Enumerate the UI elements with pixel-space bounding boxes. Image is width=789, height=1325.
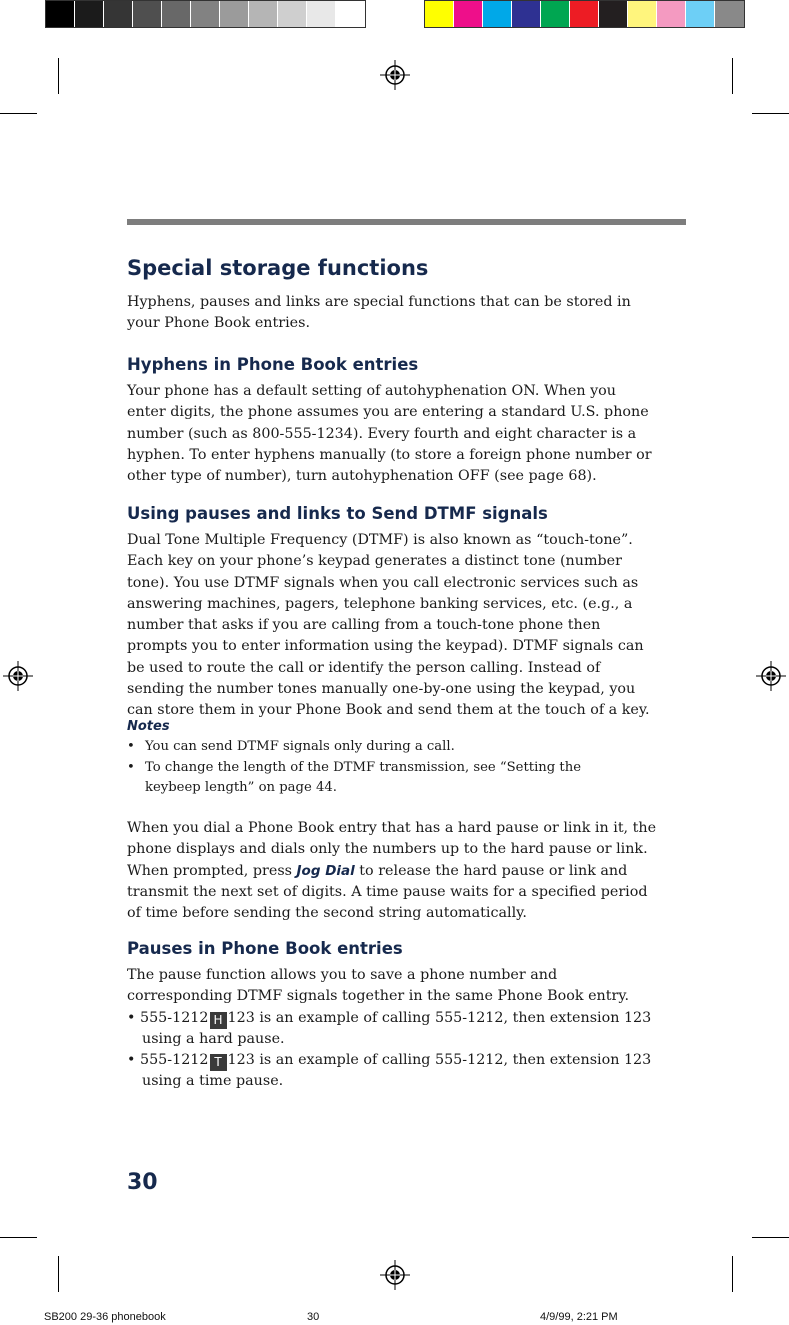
notes-list — [127, 737, 687, 799]
pauses-heading: Pauses in Phone Book entries — [127, 939, 403, 958]
paragraph-line: answering machines, pagers, telephone banking services, etc. (e.g., a — [127, 595, 633, 612]
intro-line: your Phone Book entries. — [127, 315, 311, 332]
color-swatch — [715, 1, 744, 27]
pauses-paragraph — [127, 965, 697, 1093]
paragraph-line: The pause function allows you to save a phone number and — [127, 967, 558, 983]
note-text-cont: keybeep length” on page 44. — [145, 780, 337, 795]
paragraph-line: Each key on your phone’s keypad generates a distinct tone (number — [127, 553, 622, 570]
paragraph-line: number (such as 800-555-1234). Every fourth and eight character is a — [127, 425, 637, 442]
paragraph-line: enter digits, the phone assumes you are entering a standard U.S. phone — [127, 404, 649, 421]
example-text: 123 is an example of calling 555-1212, then extension 123 — [227, 1052, 652, 1069]
gray-swatch — [104, 1, 133, 27]
dtmf-paragraph — [127, 530, 697, 722]
color-swatch — [599, 1, 628, 27]
gray-swatch — [191, 1, 220, 27]
color-swatch — [512, 1, 541, 27]
crop-mark-bottom-right-h — [752, 1237, 789, 1238]
crop-mark-top-right-v — [732, 58, 733, 94]
grayscale-strip — [45, 0, 366, 28]
crop-mark-top-left-h — [0, 113, 37, 114]
note-text: To change the length of the DTMF transmission, see “Setting the — [145, 759, 582, 775]
section-rule — [127, 219, 686, 225]
dtmf-heading: Using pauses and links to Send DTMF signals — [127, 504, 548, 523]
gray-swatch — [220, 1, 249, 27]
pause-example-item — [127, 1050, 697, 1071]
example-text-cont: using a time pause. — [142, 1073, 284, 1090]
paragraph-line: prompts you to enter information using the keypad). DTMF signals can — [127, 638, 644, 655]
crop-mark-bottom-right-v — [732, 1256, 733, 1292]
color-swatch — [483, 1, 512, 27]
footer-timestamp: 4/9/99, 2:21 PM — [540, 1311, 618, 1323]
example-text-cont: using a hard pause. — [142, 1030, 285, 1047]
text-fragment: When prompted, press — [127, 862, 297, 879]
intro-line: Hyphens, pauses and links are special functions that can be stored in — [127, 294, 631, 310]
bullet: • — [127, 1052, 136, 1069]
hardpause-paragraph — [127, 818, 697, 924]
gray-swatch — [336, 1, 365, 27]
paragraph-line: corresponding DTMF signals together in the same Phone Book entry. — [127, 988, 630, 1005]
crop-mark-bottom-left-h — [0, 1237, 37, 1238]
note-item — [127, 737, 687, 758]
paragraph-line: of time before sending the second string automatically. — [127, 905, 527, 922]
paragraph-line: be used to route the call or identify the person calling. Instead of — [127, 659, 601, 676]
color-swatch — [657, 1, 686, 27]
paragraph-line — [127, 861, 697, 882]
bullet: • — [127, 759, 135, 775]
footer-filename: SB200 29-36 phonebook — [44, 1311, 166, 1323]
example-text: 123 is an example of calling 555-1212, then extension 123 — [227, 1009, 652, 1026]
registration-mark-left-icon — [3, 661, 33, 691]
gray-swatch — [307, 1, 336, 27]
hyphens-heading: Hyphens in Phone Book entries — [127, 355, 419, 374]
paragraph-line: Dual Tone Multiple Frequency (DTMF) is also known as “touch-tone”. — [127, 532, 633, 548]
intro-paragraph — [127, 292, 697, 335]
paragraph-line: Your phone has a default setting of autohyphenation ON. When you — [127, 383, 616, 399]
page-number: 30 — [127, 1170, 158, 1195]
paragraph-line: tone). You use DTMF signals when you call electronic services such as — [127, 574, 639, 591]
gray-swatch — [162, 1, 191, 27]
paragraph-line: transmit the next set of digits. A time pause waits for a specified period — [127, 883, 648, 900]
gray-swatch — [249, 1, 278, 27]
footer-page: 30 — [307, 1311, 320, 1323]
note-text: You can send DTMF signals only during a call. — [145, 739, 455, 754]
time-pause-key-icon: T — [210, 1054, 227, 1071]
color-swatch — [541, 1, 570, 27]
text-fragment: to release the hard pause or link and — [354, 862, 628, 879]
color-swatch — [628, 1, 657, 27]
paragraph-line: can store them in your Phone Book and send them at the touch of a key. — [127, 702, 650, 719]
registration-mark-right-icon — [756, 661, 786, 691]
paragraph-line: number that asks if you are calling from a touch-tone phone then — [127, 617, 601, 634]
phone-number: 555-1212 — [139, 1009, 209, 1026]
registration-mark-top-icon — [380, 60, 410, 90]
phone-number: 555-1212 — [139, 1052, 209, 1069]
color-swatch — [570, 1, 599, 27]
crop-mark-bottom-left-v — [58, 1256, 59, 1292]
color-swatch — [686, 1, 715, 27]
bullet: • — [127, 1009, 136, 1026]
paragraph-line: other type of number), turn autohyphenation OFF (see page 68). — [127, 468, 597, 485]
gray-swatch — [278, 1, 307, 27]
hard-pause-key-icon: H — [210, 1012, 227, 1029]
note-item — [127, 758, 687, 779]
page-title: Special storage functions — [127, 256, 429, 280]
paragraph-line: sending the number tones manually one-by-one using the keypad, you — [127, 681, 636, 698]
crop-mark-top-left-v — [58, 58, 59, 94]
bullet: • — [127, 739, 135, 754]
color-strip — [424, 0, 745, 28]
gray-swatch — [46, 1, 75, 27]
color-swatch — [454, 1, 483, 27]
gray-swatch — [133, 1, 162, 27]
hyphens-paragraph — [127, 381, 697, 487]
crop-mark-top-right-h — [752, 113, 789, 114]
paragraph-line: When you dial a Phone Book entry that has a hard pause or link in it, the — [127, 820, 657, 836]
pause-example-item — [127, 1008, 697, 1029]
color-swatch — [425, 1, 454, 27]
paragraph-line: phone displays and dials only the numbers up to the hard pause or link. — [127, 841, 648, 858]
paragraph-line: hyphen. To enter hyphens manually (to store a foreign phone number or — [127, 446, 652, 463]
gray-swatch — [75, 1, 104, 27]
jog-dial-label: Jog Dial — [296, 862, 355, 879]
notes-heading: Notes — [127, 719, 170, 734]
registration-mark-bottom-icon — [380, 1260, 410, 1290]
